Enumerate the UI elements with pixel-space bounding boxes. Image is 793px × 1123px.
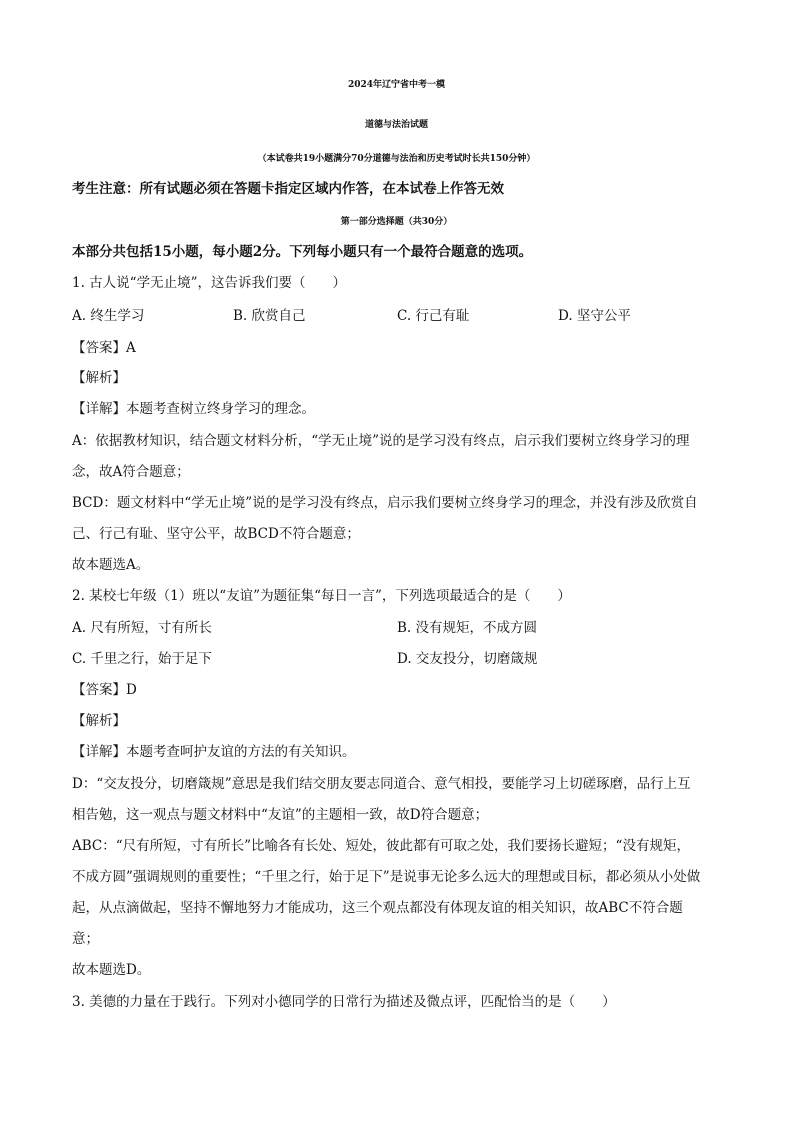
question-2-option-d: D. 交友投分，切磨箴规 bbox=[397, 651, 538, 667]
question-1-conclusion: 故本题选A。 bbox=[72, 557, 150, 573]
question-1-option-b: B. 欣赏自己 bbox=[233, 308, 306, 324]
question-2-stem: 2. 某校七年级（1）班以“友谊”为题征集“每日一言”，下列选项最适合的是（ ） bbox=[72, 588, 571, 604]
question-2-explanation-line: ABC：“尺有所短，寸有所长”比喻各有长处、短处，彼此都有可取之处，我们要扬长避短；“没有规矩， bbox=[72, 838, 690, 854]
question-1-answer: 【答案】A bbox=[72, 340, 136, 356]
question-2-option-c: C. 千里之行，始于足下 bbox=[72, 651, 212, 667]
part-instruction: 本部分共包括15小题，每小题2分。下列每小题只有一个最符合题意的选项。 bbox=[72, 244, 533, 260]
question-1-detail: 【详解】本题考查树立终身学习的理念。 bbox=[72, 401, 315, 417]
exam-note: （本试卷共19小题满分70分道德与法治和历史考试时长共150分钟） bbox=[257, 154, 536, 164]
question-1-explanation-line: 念，故A符合题意； bbox=[72, 464, 190, 480]
question-2-detail: 【详解】本题考查呵护友谊的方法的有关知识。 bbox=[72, 744, 356, 760]
question-2-explanation-line: D：“交友投分，切磨箴规”意思是我们结交朋友要志同道合、意气相投，要能学习上切磋琢磨，品行上互 bbox=[72, 776, 691, 792]
question-2-option-b: B. 没有规矩，不成方圆 bbox=[397, 620, 538, 636]
question-2-analysis-label: 【解析】 bbox=[72, 713, 126, 729]
question-1-explanation-line: 己、行己有耻、坚守公平，故BCD不符合题意； bbox=[72, 526, 360, 542]
question-3-stem: 3. 美德的力量在于践行。下列对小德同学的日常行为描述及微点评，匹配恰当的是（ ） bbox=[72, 994, 616, 1010]
question-1-stem: 1. 古人说“学无止境”，这告诉我们要（ ） bbox=[72, 275, 346, 291]
question-2-option-a: A. 尺有所短，寸有所长 bbox=[72, 620, 212, 636]
part-title: 第一部分选择题（共30分） bbox=[340, 217, 453, 227]
question-2-explanation-line: 起，从点滴做起，坚持不懈地努力才能成功，这三个观点都没有体现友谊的相关知识，故ABC不符合题 bbox=[72, 900, 683, 916]
exam-subtitle: 道德与法治试题 bbox=[364, 120, 428, 130]
question-2-conclusion: 故本题选D。 bbox=[72, 962, 151, 978]
exam-title: 2024年辽宁省中考一模 bbox=[347, 80, 446, 90]
question-1-option-c: C. 行己有耻 bbox=[397, 308, 470, 324]
question-1-explanation-line: A：依据教材知识，结合题文材料分析，“学无止境”说的是学习没有终点，启示我们要树立终身学习的理 bbox=[72, 433, 690, 449]
question-1-option-d: D. 坚守公平 bbox=[558, 308, 631, 324]
question-2-explanation-line: 不成方圆”强调规则的重要性；“千里之行，始于足下”是说事无论多么远大的理想或目标，都必须从小处做 bbox=[72, 869, 701, 885]
question-1-explanation-line: BCD：题文材料中“学无止境”说的是学习没有终点，启示我们要树立终身学习的理念，并没有涉及欣赏自 bbox=[72, 495, 698, 511]
question-1-option-a: A. 终生学习 bbox=[72, 308, 145, 324]
question-1-analysis-label: 【解析】 bbox=[72, 370, 126, 386]
question-2-explanation-line: 相告勉，这一观点与题文材料中“友谊”的主题相一致，故D符合题意； bbox=[72, 807, 489, 823]
question-2-explanation-line: 意； bbox=[72, 931, 99, 947]
question-2-answer: 【答案】D bbox=[72, 682, 137, 698]
candidate-notice: 考生注意：所有试题必须在答题卡指定区域内作答，在本试卷上作答无效 bbox=[72, 181, 504, 197]
